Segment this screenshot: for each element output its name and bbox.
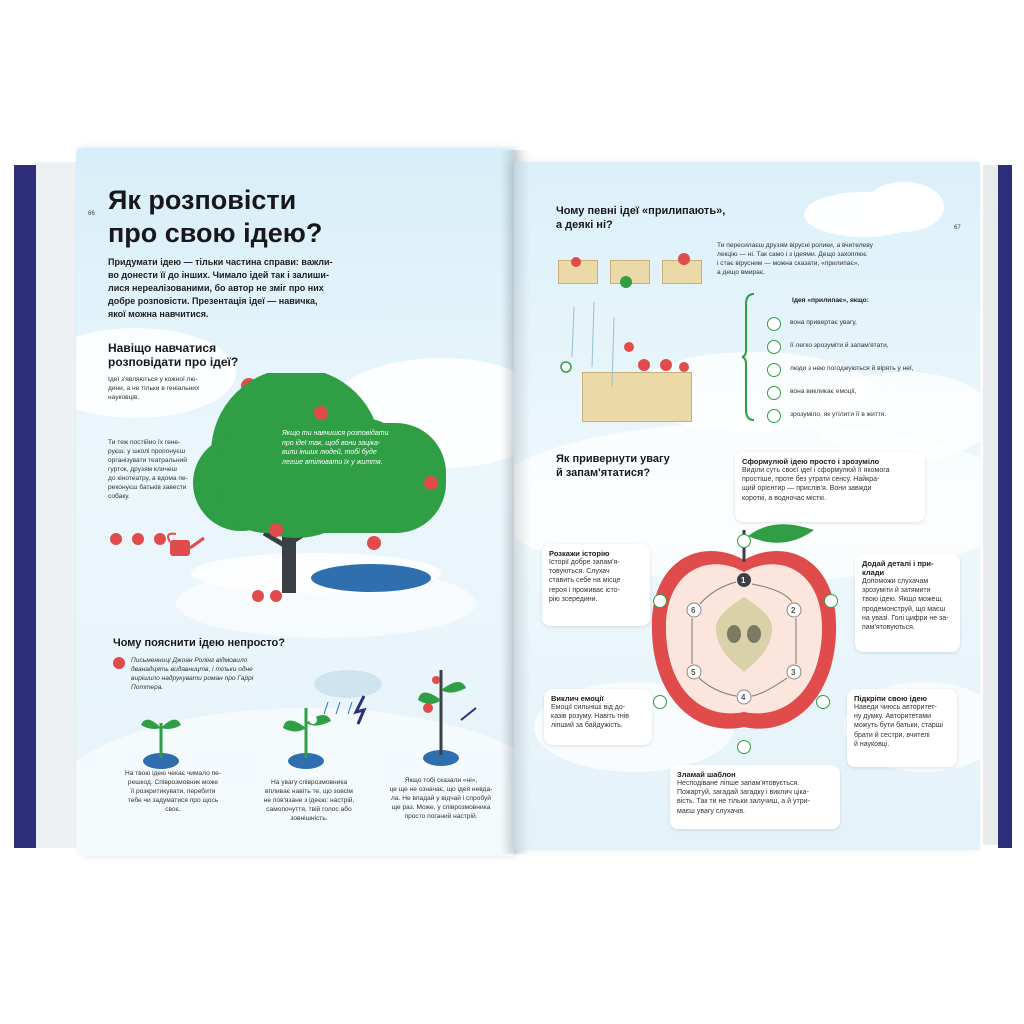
stick-list-item-3: люди з нею погоджуються й вірять у неї, — [790, 365, 914, 372]
cinema-icon — [132, 533, 144, 545]
chat-icon — [653, 594, 667, 608]
gear-icon — [767, 409, 781, 423]
step-4-label: 4 — [741, 693, 746, 702]
viral-text: Ти пересилаєш друзям вірусні ролики, а вчителеву лекцію — ні. Так само і з ідеями. Дещо захоплює і стає вірусним — можна сказати, «прилипає», а дещо вмирає. — [717, 242, 873, 276]
watering-can-icon — [166, 528, 206, 563]
falling-apples-illustration — [554, 247, 704, 427]
lead-paragraph: Придумати ідею — тільки частина справи: важли- во донести її до інших. Чимало ідей так і залиши- лися нереалізованими, бо автор не зміг про них добре розповісти. Презентація ідеї — навичка, якої можна навчитися. — [108, 257, 333, 319]
card-story: Розкажи історію Історії добре запам'я- товуються. Слухач ставить себе на місце героя і проживає істо- рію зсередини. — [542, 544, 650, 626]
list-icon — [737, 534, 751, 548]
stick-list-item-1: вона привертає увагу, — [790, 319, 857, 326]
why-hard-heading: Чому пояснити ідею непросто? — [113, 637, 285, 649]
rain-cloud-icon — [308, 666, 388, 726]
page-number: 67 — [954, 225, 961, 231]
attention-heading: Як привернути увагу й запам'ятатися? — [556, 453, 670, 479]
book-icon — [113, 657, 125, 669]
page-number: 66 — [88, 211, 95, 217]
book-cover-right — [998, 165, 1012, 848]
step-6-label: 6 — [691, 606, 696, 615]
stick-list-item-4: вона викликає емоції, — [790, 388, 857, 395]
presentation-icon — [816, 695, 830, 709]
page-title-line1: Як розповісти — [108, 185, 297, 215]
step-2-label: 2 — [791, 606, 796, 615]
column-1-text: На твою ідею чекає чимало пе- решкод. Співрозмовник може її розкритикувати, перебити тебе чи задуматися про щось своє. — [124, 770, 222, 813]
dog-icon — [154, 533, 166, 545]
apple-tree-sapling-icon — [406, 660, 486, 770]
why-learn-heading: Навіщо навчатися розповідати про ідеї? — [108, 341, 239, 369]
stick-list-item-5: зрозуміло, як утілити її в життя. — [790, 411, 887, 418]
idea-tree-illustration — [186, 373, 514, 603]
ideas-text: Ідеї з'являються у кожної лю- дини, а не тільки в геніальних науковців. — [108, 376, 200, 401]
card-emotion: Виклич емоції Емоції сильніші від до- казів розуму. Навіть гнів ліпший за байдужість. — [544, 689, 652, 745]
smile-icon — [653, 695, 667, 709]
stick-list-title: Ідея «прилипає», якщо: — [792, 297, 869, 304]
left-page — [76, 148, 514, 856]
card-details: Додай деталі і при- клади Допоможи слухачам зрозуміти й затямити твою ідею. Якщо можеш, продемонструй, що маєш на увазі. Голі цифри не за- пам'ятовуються. — [855, 554, 960, 652]
card-formulate: Сформулюй ідею просто і зрозуміло Виділи суть своєї ідеї і сформулюй її якомога простіше, проте без утрати сенсу. Найкра- щий орієнтир — прислів'я. Вони завжди короткі, а водночас місткі. — [735, 452, 925, 522]
column-2-text: На увагу співрозмовника впливає навіть те, що зовсім не пов'язане з ідеєю: настрій, самопочуття, твій голос або зовнішність. — [263, 779, 355, 822]
card-pattern: Зламай шаблон Несподіване ліпше запам'ятовується. Пожартуй, загадай загадку і виклич ціка- вість. Так ти не тільки залучиш, а й утри- маєш увагу слухачів. — [670, 765, 840, 829]
book-cover-left — [14, 165, 36, 848]
attention-icon — [767, 317, 781, 331]
rowling-text: Письменниці Джоан Ролінг відмовило дванадцять видавництв, і тільки одне вирішило надрукувати роман про Гаррі Поттера. — [131, 657, 254, 691]
card-support: Підкріпи свою ідею Наведи чиюсь авторитет- ну думку. Авторитетами можуть бути батьки, старші брати й сестри, вчителі й науковці. — [847, 689, 957, 767]
brain-icon — [767, 340, 781, 354]
layers-icon — [824, 594, 838, 608]
book-edge-left — [34, 162, 78, 848]
list-bracket — [742, 292, 756, 422]
page-title-line2: про свою ідею? — [108, 218, 323, 248]
theatre-icon — [110, 533, 122, 545]
seed-sprout-icon — [131, 703, 191, 773]
stick-list-item-2: її легко зрозуміти й запам'ятати, — [790, 342, 889, 349]
you-too-text: Ти теж постійно їх гене- руєш: у школі пропонуєш організувати театральний гурток, друзям кличеш до кінотеатру, а вдома пе- реконуєш батьків завести собаку. — [108, 439, 188, 500]
step-1-label: 1 — [741, 576, 746, 585]
stick-heading: Чому певні ідеї «прилипають», а деякі ні? — [556, 205, 726, 231]
handshake-icon — [767, 363, 781, 377]
tree-text: Якщо ти навчишся розповідати про ідеї так, щоб вони заціка- вили інших людей, тобі буде легше втілювати їх у життя. — [282, 430, 389, 466]
column-3-text: Якщо тобі сказали «ні», це ще не означає, що ідея невда- ла. Не впадай у відчай і спробуй ще раз. Може, у співрозмовника просто поганий настрій. — [389, 777, 493, 820]
step-3-label: 3 — [791, 668, 796, 677]
step-5-label: 5 — [691, 668, 696, 677]
shapes-icon — [737, 740, 751, 754]
right-page — [514, 162, 980, 850]
apple-cycle-diagram — [644, 522, 844, 772]
heart-icon — [767, 386, 781, 400]
